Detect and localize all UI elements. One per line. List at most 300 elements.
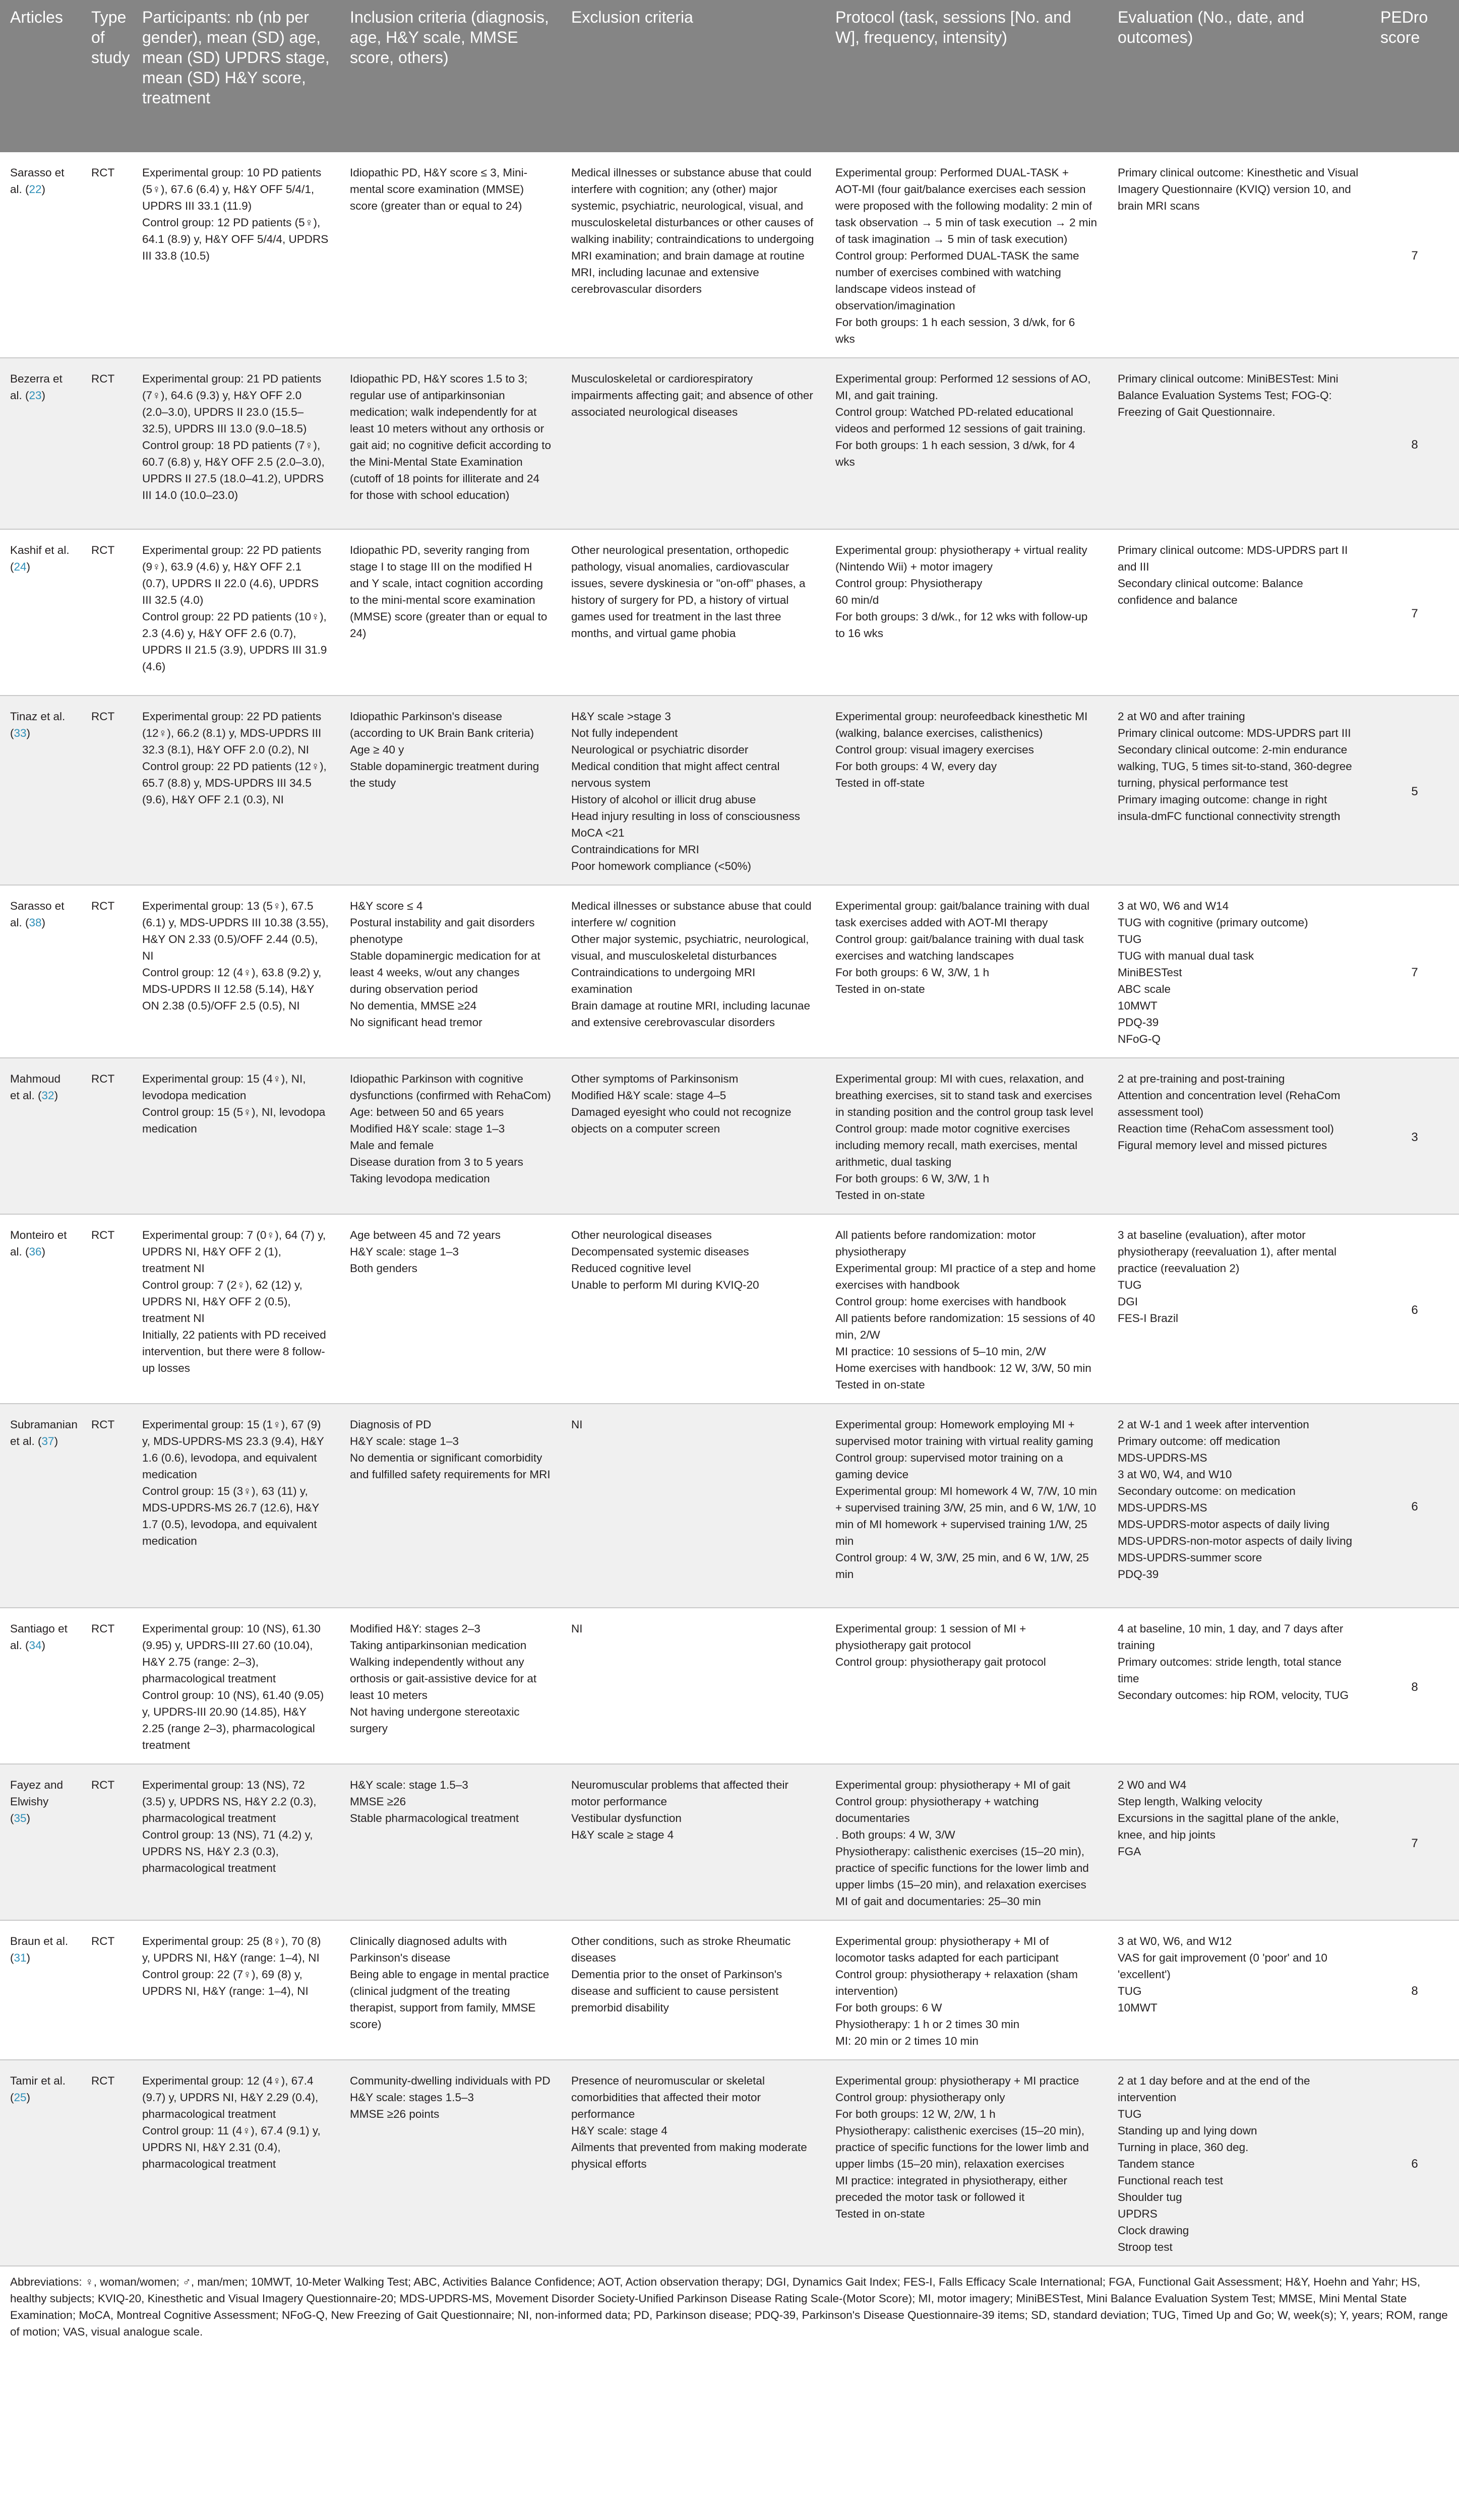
article-cell [0,152,81,358]
evaluation-line: Excursions in the sagittal plane of the ankle, knee, and hip joints [1118,1812,1340,1841]
reference-close: ) [41,1245,46,1258]
evaluation-line: Stroop test [1118,2241,1173,2253]
article-cell [0,696,81,885]
table-row [0,2060,1459,2266]
exclusion-cell [561,696,825,885]
pedro-score-cell: 8 [1370,1920,1459,2060]
protocol-cell [825,1608,1108,1764]
pedro-score-cell: 7 [1370,152,1459,358]
protocol-line: Tested in on-state [835,1378,925,1391]
participants-line: Control group: 18 PD patients (7♀), 60.7 (6.8) y, H&Y OFF 2.5 (2.0–3.0), UPDRS II 27.5 (18.0–41.2), UPDRS III 14.0 (10.0–23.0) [142,439,325,501]
protocol-line: Control group: physiotherapy + relaxation (sham intervention) [835,1968,1078,1997]
header-evaluation: Evaluation (No., date, and outcomes) [1108,0,1370,152]
exclusion-line: Brain damage at routine MRI, including lacunae and extensive cerebrovascular disorders [571,999,811,1029]
header-row [0,0,1459,152]
evaluation-line: Primary clinical outcome: MiniBESTest: Mini Balance Evaluation Systems Test; FOG-Q: Freezing of Gait Questionnaire. [1118,372,1339,418]
evaluation-line: VAS for gait improvement (0 'poor' and 10 'excellent') [1118,1951,1327,1981]
inclusion-line: Age ≥ 40 y [350,743,404,756]
study-type-cell: RCT [81,1404,132,1608]
evaluation-line: Turning in place, 360 deg. [1118,2141,1249,2154]
protocol-line: For both groups: 6 W, 3/W, 1 h [835,1172,990,1185]
article-author: Braun et al. ( [10,1935,69,1964]
evaluation-line: 4 at baseline, 10 min, 1 day, and 7 days after training [1118,1622,1344,1652]
exclusion-line: Other neurological diseases [571,1229,712,1241]
inclusion-cell [340,1764,561,1920]
inclusion-line: Idiopathic Parkinson with cognitive dysfunctions (confirmed with RehaCom) [350,1073,551,1102]
pedro-score-cell: 6 [1370,1214,1459,1404]
inclusion-line: Modified H&Y scale: stage 1–3 [350,1122,505,1135]
evaluation-line: Primary clinical outcome: Kinesthetic and Visual Imagery Questionnaire (KVIQ) version 10, and brain MRI scans [1118,166,1359,212]
inclusion-line: H&Y scale: stage 1–3 [350,1245,459,1258]
evaluation-line: FES-I Brazil [1118,1312,1179,1325]
exclusion-line: Contraindications to undergoing MRI examination [571,966,756,995]
participants-line: Control group: 22 (7♀), 69 (8) y, UPDRS NI, H&Y (range: 1–4), NI [142,1968,309,1997]
header-pedro: PEDro score [1370,0,1459,152]
evaluation-line: MDS-UPDRS-MS [1118,1501,1207,1514]
inclusion-cell [340,2060,561,2266]
inclusion-cell [340,1214,561,1404]
evaluation-cell [1108,1404,1370,1608]
evaluation-line: Clock drawing [1118,2224,1189,2237]
inclusion-cell [340,1404,561,1608]
inclusion-cell [340,358,561,529]
protocol-line: Control group: gait/balance training with dual task exercises and watching landscapes [835,933,1084,962]
study-type-cell: RCT [81,358,132,529]
protocol-line: Tested in on-state [835,1189,925,1202]
evaluation-line: 3 at W0, W6, and W12 [1118,1935,1232,1947]
inclusion-line: Taking antiparkinsonian medication [350,1639,527,1652]
reference-close: ) [26,727,31,739]
reference-close: ) [54,1435,58,1447]
inclusion-line: Idiopathic PD, H&Y score ≤ 3, Mini-mental score examination (MMSE) score (greater than or equal to 24) [350,166,528,212]
evaluation-line: 2 at W-1 and 1 week after intervention [1118,1418,1309,1431]
protocol-line: For both groups: 1 h each session, 3 d/wk, for 6 wks [835,316,1075,345]
evaluation-line: 10MWT [1118,2001,1158,2014]
evaluation-line: PDQ-39 [1118,1568,1159,1581]
evaluation-line: Standing up and lying down [1118,2124,1257,2137]
article-author: Sarasso et al. ( [10,900,65,929]
exclusion-line: Ailments that prevented from making moderate physical efforts [571,2141,807,2170]
header-exclusion: Exclusion criteria [561,0,825,152]
reference-link[interactable]: 36 [29,1245,42,1258]
protocol-line: Physiotherapy: calisthenic exercises (15–20 min), practice of specific functions for the lower limb and upper limbs (15–20 min), relaxation exercises [835,2124,1089,2170]
exclusion-cell [561,1404,825,1608]
inclusion-line: Disease duration from 3 to 5 years [350,1156,523,1168]
participants-line: Control group: 15 (5♀), NI, levodopa medication [142,1106,326,1135]
protocol-line: MI practice: 10 sessions of 5–10 min, 2/W [835,1345,1046,1358]
evaluation-line: TUG [1118,933,1142,946]
participants-cell [132,2060,340,2266]
exclusion-line: Contraindications for MRI [571,843,699,856]
article-cell [0,358,81,529]
evaluation-line: 2 at pre-training and post-training [1118,1073,1285,1085]
pedro-score-cell: 7 [1370,529,1459,696]
participants-cell [132,1764,340,1920]
article-author: Tamir et al. ( [10,2074,66,2104]
inclusion-line: Stable dopaminergic treatment during the study [350,760,539,789]
participants-line: Control group: 22 PD patients (10♀), 2.3 (4.6) y, H&Y OFF 2.6 (0.7), UPDRS II 21.5 (3.9), UPDRS III 31.9 (4.6) [142,610,327,673]
study-type-cell: RCT [81,529,132,696]
evaluation-line: Primary clinical outcome: MDS-UPDRS part III [1118,727,1351,739]
protocol-line: Control group: 4 W, 3/W, 25 min, and 6 W, 1/W, 25 min [835,1551,1089,1581]
protocol-line: Tested in on-state [835,2208,925,2220]
evaluation-line: Tandem stance [1118,2158,1195,2170]
inclusion-line: Age: between 50 and 65 years [350,1106,504,1118]
participants-line: Experimental group: 13 (NS), 72 (3.5) y, UPDRS NS, H&Y 2.2 (0.3), pharmacological treatment [142,1779,317,1824]
exclusion-line: Other neurological presentation, orthopedic pathology, visual anomalies, cardiovascular issues, severe dyskinesia or "on-off" phases, a history of surgery for PD, a history of virtual games used for treatment in the last three months, and virtual game phobia [571,544,806,640]
article-author: Bezerra et al. ( [10,372,63,402]
header-participants: Participants: nb (nb per gender), mean (SD) age, mean (SD) UPDRS stage, mean (SD) H&Y score, treatment [132,0,340,152]
protocol-line: Experimental group: 1 session of MI + physiotherapy gait protocol [835,1622,1026,1652]
evaluation-line: Secondary outcome: on medication [1118,1485,1296,1497]
exclusion-line: Reduced cognitive level [571,1262,691,1275]
abbreviations-footnote: Abbreviations: ♀, woman/women; ♂, man/men; 10MWT, 10-Meter Walking Test; ABC, Activities Balance Confidence; AOT, Action observation therapy; DGI, Dynamics Gait Index; FES-I, Falls Efficacy Scale International; FGA, Functional Gait Assessment; H&Y, Hoehn and Yahr; HS, healthy subjects; KVIQ-20, Kinesthetic and Visual Imagery Questionnaire-20; MDS-UPDRS-MS, Movement Disorder Society-Unified Parkinson Disease Rating Scale-(Motor Score); MI, motor imagery; MiniBESTest, Mini Balance Evaluation System Test; MMSE, Mini Mental State Examination; MoCA, Montreal Cognitive Assessment; NFoG-Q, New Freezing of Gait Questionnaire; NI, non-informed data; PD, Parkinson disease; PDQ-39, Parkinson's Disease Questionnaire-39 items; SD, standard deviation; TUG, Timed Up and Go; W, week(s); Y, years; ROM, range of motion; VAS, visual analogue scale. [10,2276,1448,2338]
protocol-line: All patients before randomization: motor physiotherapy [835,1229,1036,1258]
participants-line: Control group: 10 (NS), 61.40 (9.05) y, UPDRS-III 20.90 (14.85), H&Y 2.25 (range 2–3), pharmacological treatment [142,1689,324,1751]
protocol-line: All patients before randomization: 15 sessions of 40 min, 2/W [835,1312,1096,1341]
article-cell [0,529,81,696]
protocol-line: Control group: physiotherapy only [835,2091,1005,2104]
protocol-line: Control group: physiotherapy gait protocol [835,1656,1046,1668]
reference-close: ) [41,1639,46,1652]
inclusion-cell [340,1058,561,1214]
inclusion-line: MMSE ≥26 [350,1795,406,1808]
inclusion-line: Idiopathic PD, severity ranging from stage I to stage III on the modified H and Y scale, intact cognition according to the mini-mental score examination (MMSE) score (greater than or equal to 24) [350,544,548,640]
participants-cell [132,1058,340,1214]
inclusion-line: Both genders [350,1262,417,1275]
table-row [0,696,1459,885]
pedro-score-cell: 3 [1370,1058,1459,1214]
inclusion-cell [340,152,561,358]
article-cell [0,2060,81,2266]
article-author: Subramanian et al. ( [10,1418,78,1447]
reference-link[interactable]: 34 [29,1639,42,1652]
table-row [0,152,1459,358]
inclusion-line: Taking levodopa medication [350,1172,490,1185]
protocol-line: Physiotherapy: 1 h or 2 times 30 min [835,2018,1020,2031]
evaluation-line: NFoG-Q [1118,1033,1161,1045]
evaluation-line: MDS-UPDRS-MS [1118,1452,1207,1464]
evaluation-cell [1108,1058,1370,1214]
evaluation-line: Step length, Walking velocity [1118,1795,1262,1808]
pedro-score-cell: 5 [1370,696,1459,885]
protocol-line: Control group: Performed DUAL-TASK the same number of exercises combined with watching landscape videos instead of observation/imagination [835,249,1079,312]
inclusion-line: Clinically diagnosed adults with Parkinson's disease [350,1935,507,1964]
pedro-score-cell: 6 [1370,2060,1459,2266]
table-row [0,358,1459,529]
header-inclusion: Inclusion criteria (diagnosis, age, H&Y scale, MMSE score, others) [340,0,561,152]
protocol-line: Experimental group: Homework employing MI + supervised motor training with virtual reality gaming [835,1418,1093,1447]
inclusion-line: No significant head tremor [350,1016,482,1029]
exclusion-line: NI [571,1622,583,1635]
table-row [0,1764,1459,1920]
participants-cell [132,1214,340,1404]
participants-line: Experimental group: 13 (5♀), 67.5 (6.1) y, MDS-UPDRS III 10.38 (3.55), H&Y ON 2.33 (0.5)/OFF 2.44 (0.5), NI [142,900,329,962]
pedro-score-cell: 7 [1370,885,1459,1058]
table-row [0,885,1459,1058]
participants-line: Experimental group: 10 PD patients (5♀), 67.6 (6.4) y, H&Y OFF 5/4/1, UPDRS III 33.1 (11.9) [142,166,322,212]
exclusion-line: MoCA <21 [571,827,625,839]
protocol-line: MI of gait and documentaries: 25–30 min [835,1895,1041,1908]
exclusion-line: Medical illnesses or substance abuse that could interfere w/ cognition [571,900,812,929]
reference-close: ) [54,1089,58,1102]
header-protocol: Protocol (task, sessions [No. and W], frequency, intensity) [825,0,1108,152]
inclusion-line: No dementia or significant comorbidity and fulfilled safety requirements for MRI [350,1452,551,1481]
participants-line: Control group: 12 (4♀), 63.8 (9.2) y, MDS-UPDRS II 12.58 (5.14), H&Y ON 2.38 (0.5)/OFF 2.5 (0.5), NI [142,966,322,1012]
reference-link[interactable]: 25 [14,2091,27,2104]
participants-cell [132,1920,340,2060]
inclusion-line: H&Y score ≤ 4 [350,900,423,912]
reference-link[interactable]: 35 [14,1812,27,1824]
article-author: Mahmoud et al. ( [10,1073,61,1102]
reference-link[interactable]: 37 [41,1435,54,1447]
reference-close: ) [41,916,46,929]
evaluation-line: 3 at W0, W6 and W14 [1118,900,1229,912]
participants-line: Experimental group: 12 (4♀), 67.4 (9.7) y, UPDRS NI, H&Y 2.29 (0.4), pharmacological treatment [142,2074,319,2120]
protocol-cell [825,1764,1108,1920]
reference-link[interactable]: 38 [29,916,42,929]
article-author: Fayez and Elwishy ( [10,1779,64,1824]
exclusion-line: Neurological or psychiatric disorder [571,743,749,756]
evaluation-cell [1108,2060,1370,2266]
protocol-line: For both groups: 1 h each session, 3 d/wk, for 4 wks [835,439,1075,468]
protocol-line: Experimental group: physiotherapy + MI of gait [835,1779,1070,1791]
exclusion-cell [561,529,825,696]
exclusion-line: Medical illnesses or substance abuse that could interfere with cognition; any (other) major systemic, psychiatric, neurological, visual, and musculoskeletal disturbances or other causes of walking inability; contraindications to undergoing MRI examination; and brain damage at routine MRI, including lacunae and extensive cerebrovascular disorders [571,166,814,295]
protocol-line: MI: 20 min or 2 times 10 min [835,2035,979,2047]
protocol-line: Experimental group: MI with cues, relaxation, and breathing exercises, sit to stand task and exercises in standing position and the control group task level [835,1073,1093,1118]
exclusion-line: H&Y scale >stage 3 [571,710,671,723]
evaluation-cell [1108,1214,1370,1404]
exclusion-cell [561,1608,825,1764]
exclusion-line: NI [571,1418,583,1431]
evaluation-line: TUG [1118,2108,1142,2120]
evaluation-line: Secondary clinical outcome: Balance confidence and balance [1118,577,1303,606]
exclusion-line: Medical condition that might affect central nervous system [571,760,780,789]
study-type-cell: RCT [81,1214,132,1404]
protocol-line: Control group: made motor cognitive exercises including memory recall, math exercises, mental arithmetic, dual tasking [835,1122,1078,1168]
evaluation-line: 2 W0 and W4 [1118,1779,1187,1791]
inclusion-cell [340,696,561,885]
protocol-line: Tested in off-state [835,777,925,789]
exclusion-line: Not fully independent [571,727,678,739]
protocol-cell [825,529,1108,696]
inclusion-line: Postural instability and gait disorders phenotype [350,916,535,946]
participants-line: Control group: 15 (3♀), 63 (11) y, MDS-UPDRS-MS 26.7 (12.6), H&Y 1.7 (0.5), levodopa, and equivalent medication [142,1485,319,1547]
reference-link[interactable]: 22 [29,183,42,196]
protocol-line: Control group: visual imagery exercises [835,743,1034,756]
participants-cell [132,529,340,696]
inclusion-line: Stable pharmacological treatment [350,1812,519,1824]
protocol-cell [825,358,1108,529]
reference-close: ) [26,1812,31,1824]
participants-cell [132,152,340,358]
protocol-line: For both groups: 6 W, 3/W, 1 h [835,966,990,979]
inclusion-line: No dementia, MMSE ≥24 [350,999,477,1012]
study-type-cell: RCT [81,696,132,885]
evaluation-cell [1108,696,1370,885]
exclusion-line: Other symptoms of Parkinsonism [571,1073,739,1085]
inclusion-line: Being able to engage in mental practice (clinical judgment of the treating therapist, support from family, MMSE score) [350,1968,550,2031]
reference-link[interactable]: 31 [14,1951,27,1964]
participants-cell [132,1404,340,1608]
evaluation-line: Primary outcomes: stride length, total stance time [1118,1656,1342,1685]
protocol-line: Experimental group: MI homework 4 W, 7/W, 10 min + supervised training 3/W, 25 min, and 6 W, 1/W, 10 min of MI homework + supervised training 1/W, 25 min [835,1485,1097,1547]
inclusion-line: Modified H&Y: stages 2–3 [350,1622,480,1635]
inclusion-line: Walking independently without any orthosis or gait-assistive device for at least 10 meters [350,1656,537,1702]
exclusion-line: H&Y scale: stage 4 [571,2124,667,2137]
exclusion-line: Dementia prior to the onset of Parkinson's disease and sufficient to cause persistent premorbid disability [571,1968,782,2014]
participants-line: Experimental group: 15 (4♀), NI, levodopa medication [142,1073,306,1102]
exclusion-cell [561,1920,825,2060]
reference-link[interactable]: 23 [29,389,42,402]
protocol-line: . Both groups: 4 W, 3/W [835,1829,955,1841]
evaluation-line: MDS-UPDRS-non-motor aspects of daily living [1118,1535,1353,1547]
study-type-cell: RCT [81,1058,132,1214]
reference-close: ) [26,2091,31,2104]
article-cell [0,1608,81,1764]
evaluation-line: Figural memory level and missed pictures [1118,1139,1327,1152]
exclusion-cell [561,1058,825,1214]
exclusion-line: Damaged eyesight who could not recognize objects on a computer screen [571,1106,792,1135]
protocol-line: Control group: Watched PD-related educational videos and performed 12 sessions of gait training. [835,406,1086,435]
pedro-score-cell: 7 [1370,1764,1459,1920]
table-row [0,1214,1459,1404]
evaluation-line: Secondary clinical outcome: 2-min endurance walking, TUG, 5 times sit-to-stand, 360-degree turning, physical performance test [1118,743,1352,789]
exclusion-line: Modified H&Y scale: stage 4–5 [571,1089,726,1102]
inclusion-line: H&Y scale: stages 1.5–3 [350,2091,474,2104]
protocol-line: Home exercises with handbook: 12 W, 3/W, 50 min [835,1362,1091,1374]
evaluation-cell [1108,1608,1370,1764]
evaluation-line: Primary outcome: off medication [1118,1435,1281,1447]
participants-cell [132,1608,340,1764]
inclusion-line: Idiopathic PD, H&Y scores 1.5 to 3; regular use of antiparkinsonian medication; walk independently for at least 10 meters without any orthosis or gait aid; no cognitive deficit according to the Mini-Mental State Examination (cutoff of 18 points for illiterate and 24 for those with school education) [350,372,551,501]
evaluation-line: Reaction time (RehaCom assessment tool) [1118,1122,1334,1135]
evaluation-line: TUG with manual dual task [1118,950,1254,962]
participants-line: Control group: 11 (4♀), 67.4 (9.1) y, UPDRS NI, H&Y 2.31 (0.4), pharmacological treatment [142,2124,321,2170]
exclusion-cell [561,152,825,358]
article-author: Sarasso et al. ( [10,166,65,196]
protocol-line: For both groups: 3 d/wk., for 12 wks with follow-up to 16 wks [835,610,1088,640]
participants-line: Experimental group: 10 (NS), 61.30 (9.95) y, UPDRS-III 27.60 (10.04), H&Y 2.75 (range: 2–3), pharmacological treatment [142,1622,321,1685]
protocol-line: Experimental group: physiotherapy + MI of locomotor tasks adapted for each participant [835,1935,1059,1964]
protocol-cell [825,2060,1108,2266]
protocol-line: For both groups: 4 W, every day [835,760,997,773]
evaluation-line: ABC scale [1118,983,1171,995]
protocol-line: Experimental group: Performed 12 sessions of AO, MI, and gait training. [835,372,1091,402]
protocol-line: Experimental group: MI practice of a step and home exercises with handbook [835,1262,1096,1291]
exclusion-line: Decompensated systemic diseases [571,1245,749,1258]
inclusion-line: Community-dwelling individuals with PD [350,2074,551,2087]
exclusion-line: History of alcohol or illicit drug abuse [571,793,756,806]
participants-line: Experimental group: 25 (8♀), 70 (8) y, UPDRS NI, H&Y (range: 1–4), NI [142,1935,321,1964]
participants-line: Experimental group: 21 PD patients (7♀), 64.6 (9.3) y, H&Y OFF 2.0 (2.0–3.0), UPDRS II 23.0 (15.5–32.5), UPDRS III 13.0 (9.0–18.5) [142,372,322,435]
exclusion-line: Neuromuscular problems that affected their motor performance [571,1779,789,1808]
evaluation-line: UPDRS [1118,2208,1158,2220]
pedro-score-cell: 8 [1370,358,1459,529]
study-type-cell: RCT [81,152,132,358]
reference-link[interactable]: 24 [14,560,27,573]
participants-line: Experimental group: 7 (0♀), 64 (7) y, UPDRS NI, H&Y OFF 2 (1), treatment NI [142,1229,326,1275]
participants-line: Initially, 22 patients with PD received intervention, but there were 8 follow-up losses [142,1329,326,1374]
protocol-line: Experimental group: Performed DUAL-TASK + AOT-MI (four gait/balance exercises each session were proposed with the following modality: 2 min of task observation → 5 min of task execution → 2 min of task imagination → 5 min of task execution) [835,166,1097,245]
evaluation-line: TUG with cognitive (primary outcome) [1118,916,1308,929]
article-cell [0,1058,81,1214]
exclusion-cell [561,358,825,529]
evaluation-line: TUG [1118,1985,1142,1997]
inclusion-cell [340,529,561,696]
article-cell [0,1764,81,1920]
pedro-score-cell: 6 [1370,1404,1459,1608]
article-cell [0,1404,81,1608]
protocol-line: For both groups: 12 W, 2/W, 1 h [835,2108,996,2120]
protocol-line: Experimental group: neurofeedback kinesthetic MI (walking, balance exercises, calisthenics) [835,710,1088,739]
evaluation-line: Secondary outcomes: hip ROM, velocity, TUG [1118,1689,1349,1702]
protocol-line: Control group: physiotherapy + watching documentaries [835,1795,1039,1824]
exclusion-line: Musculoskeletal or cardiorespiratory impairments affecting gait; and absence of other associated neurological diseases [571,372,813,418]
inclusion-cell [340,1920,561,2060]
participants-cell [132,885,340,1058]
study-type-cell: RCT [81,1920,132,2060]
protocol-cell [825,1404,1108,1608]
table-row [0,1058,1459,1214]
exclusion-line: Vestibular dysfunction [571,1812,682,1824]
protocol-line: Physiotherapy: calisthenic exercises (15–20 min), practice of specific functions for the lower limb and upper limbs (15–20 min), and relaxation exercises [835,1845,1089,1891]
article-author: Monteiro et al. ( [10,1229,67,1258]
evaluation-line: MDS-UPDRS-motor aspects of daily living [1118,1518,1330,1531]
evaluation-line: Functional reach test [1118,2174,1223,2187]
evaluation-cell [1108,529,1370,696]
protocol-cell [825,885,1108,1058]
reference-link[interactable]: 33 [14,727,27,739]
inclusion-line: Age between 45 and 72 years [350,1229,501,1241]
header-articles: Articles [0,0,81,152]
exclusion-line: Poor homework compliance (<50%) [571,860,752,872]
inclusion-line: Male and female [350,1139,434,1152]
inclusion-line: Diagnosis of PD [350,1418,432,1431]
protocol-line: 60 min/d [835,594,879,606]
protocol-line: For both groups: 6 W [835,2001,942,2014]
evaluation-line: 3 at baseline (evaluation), after motor physiotherapy (reevaluation 1), after mental practice (reevaluation 2) [1118,1229,1336,1275]
exclusion-line: Other major systemic, psychiatric, neurological, visual, and musculoskeletal disturbances [571,933,809,962]
table-row [0,1920,1459,2060]
reference-close: ) [41,183,46,196]
evaluation-cell [1108,152,1370,358]
reference-link[interactable]: 32 [41,1089,54,1102]
protocol-cell [825,152,1108,358]
evaluation-line: 2 at 1 day before and at the end of the intervention [1118,2074,1310,2104]
inclusion-line: Not having undergone stereotaxic surgery [350,1706,520,1735]
inclusion-line: Stable dopaminergic medication for at least 4 weeks, w/out any changes during observation period [350,950,540,995]
inclusion-cell [340,1608,561,1764]
participants-cell [132,696,340,885]
article-cell [0,1214,81,1404]
exclusion-cell [561,1764,825,1920]
reference-close: ) [26,1951,31,1964]
table-row [0,529,1459,696]
participants-line: Experimental group: 22 PD patients (9♀), 63.9 (4.6) y, H&Y OFF 2.1 (0.7), UPDRS II 22.0 (4.6), UPDRS III 32.5 (4.0) [142,544,322,606]
exclusion-line: Other conditions, such as stroke Rheumatic diseases [571,1935,791,1964]
evaluation-cell [1108,1764,1370,1920]
inclusion-cell [340,885,561,1058]
evaluation-line: 10MWT [1118,999,1158,1012]
protocol-cell [825,1214,1108,1404]
evaluation-line: MiniBESTest [1118,966,1182,979]
evaluation-line: Primary imaging outcome: change in right insula-dmFC functional connectivity strength [1118,793,1341,823]
participants-line: Control group: 12 PD patients (5♀), 64.1 (8.9) y, H&Y OFF 5/4/4, UPDRS III 33.8 (10.5) [142,216,329,262]
participants-cell [132,358,340,529]
protocol-line: Experimental group: gait/balance training with dual task exercises added with AOT-MI therapy [835,900,1090,929]
